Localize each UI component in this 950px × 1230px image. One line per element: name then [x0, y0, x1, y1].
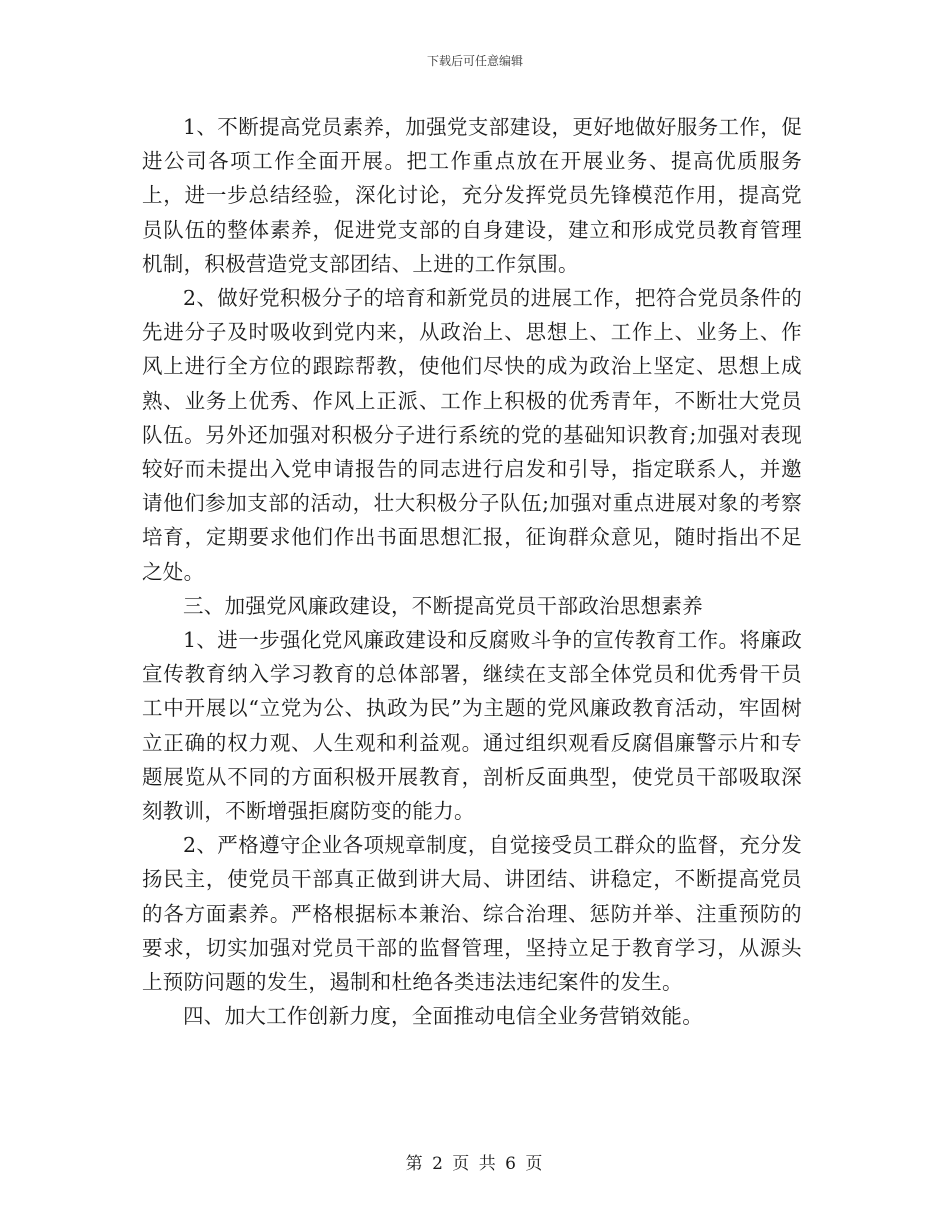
paragraph-1: 1、不断提高党员素养，加强党支部建设，更好地做好服务工作，促进公司各项工作全面开展。把工作重点放在开展业务、提高优质服务上，进一步总结经验，深化讨论，充分发挥党员先锋模范作用，提高党员队伍的整体素养，促进党支部的自身建设，建立和形成党员教育管理机制，积极营造党支部团结、上进的工作氛围。 [142, 115, 802, 276]
paragraph-3-2: 2、严格遵守企业各项规章制度，自觉接受员工群众的监督，充分发扬民主，使党员干部真正做到讲大局、讲团结、讲稳定，不断提高党员的各方面素养。严格根据标本兼治、综合治理、惩防并举、注重预防的要求，切实加强对党员干部的监督管理，坚持立足于教育学习，从源头上预防问题的发生，遏制和杜绝各类违法违纪案件的发生。 [142, 833, 802, 995]
document-body [142, 110, 802, 1033]
paragraph-2: 2、做好党积极分子的培育和新党员的进展工作，把符合党员条件的先进分子及时吸收到党内来，从政治上、思想上、工作上、业务上、作风上进行全方位的跟踪帮教，使他们尽快的成为政治上坚定、思想上成熟、业务上优秀、作风上正派、工作上积极的优秀青年，不断壮大党员队伍。另外还加强对积极分子进行系统的党的基础知识教育;加强对表现较好而未提出入党申请报告的同志进行启发和引导，指定联系人，并邀请他们参加支部的活动，壮大积极分子队伍;加强对重点进展对象的考察培育，定期要求他们作出书面思想汇报，征询群众意见，随时指出不足之处。 [142, 286, 802, 584]
page-header-note: 下载后可任意编辑 [426, 54, 523, 68]
section-heading-4: 四、加大工作创新力度，全面推动电信全业务营销效能。 [183, 1004, 703, 1029]
page-number: 第 2 页 共 6 页 [405, 1154, 545, 1174]
section-heading-3: 三、加强党风廉政建设，不断提高党员干部政治思想素养 [183, 593, 703, 618]
paragraph-3-1: 1、进一步强化党风廉政建设和反腐败斗争的宣传教育工作。将廉政宣传教育纳入学习教育的总体部署，继续在支部全体党员和优秀骨干员工中开展以“立党为公、执政为民”为主题的党风廉政教育活动，牢固树立正确的权力观、人生观和利益观。通过组织观看反腐倡廉警示片和专题展览从不同的方面积极开展教育，剖析反面典型，使党员干部吸取深刻教训，不断增强拒腐防变的能力。 [142, 628, 802, 824]
